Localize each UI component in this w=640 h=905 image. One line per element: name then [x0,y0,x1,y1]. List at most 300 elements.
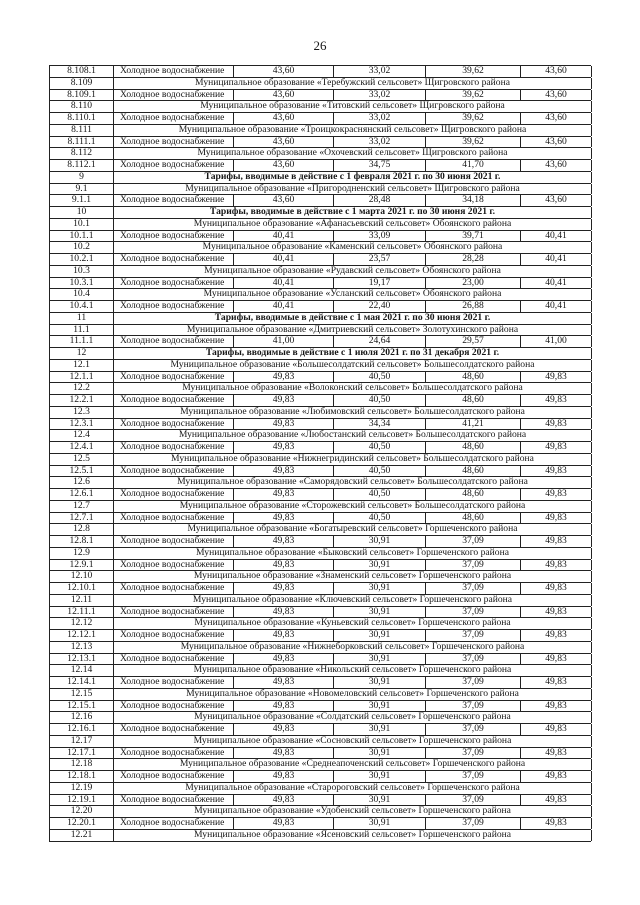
municipality-row [50,78,591,90]
municipality-name: Муниципальное образование «Пригородненский сельсовет» Щигровского района [114,184,592,195]
row-number: 12.11.1 [50,607,114,618]
tariff-value: 39,62 [426,90,521,101]
tariff-value: 49,83 [521,795,592,806]
row-number: 12 [50,348,114,359]
row-number: 10.2.1 [50,254,114,265]
tariff-value: 37,09 [426,795,521,806]
tariff-value: 33,02 [334,66,426,77]
row-number: 10.1 [50,219,114,230]
tariff-value: 48,60 [426,489,521,500]
row-number: 12.10 [50,571,114,582]
tariff-row [50,654,591,666]
tariff-value: 37,09 [426,677,521,688]
row-number: 12.12.1 [50,630,114,641]
municipality-row [50,325,591,337]
tariff-value: 49,83 [234,818,334,829]
service-name: Холодное водоснабжение [114,66,234,77]
service-name: Холодное водоснабжение [114,372,234,383]
tariff-value: 49,83 [521,442,592,453]
tariff-value: 30,91 [334,560,426,571]
row-number: 12.15 [50,689,114,700]
municipality-row [50,289,591,301]
municipality-row [50,148,591,160]
row-number: 12.3.1 [50,419,114,430]
tariff-row [50,195,591,207]
service-name: Холодное водоснабжение [114,701,234,712]
municipality-row [50,184,591,196]
row-number: 10.4 [50,289,114,300]
municipality-row [50,759,591,771]
tariff-value: 43,60 [234,113,334,124]
row-number: 12.2 [50,383,114,394]
row-number: 12.4.1 [50,442,114,453]
tariff-value: 49,83 [521,701,592,712]
tariff-value: 23,00 [426,278,521,289]
municipality-name: Муниципальное образование «Волоконский сельсовет» Большесолдатского района [114,383,592,394]
tariff-row [50,818,591,830]
tariff-value: 33,02 [334,137,426,148]
row-number: 8.112 [50,148,114,159]
row-number: 12.6.1 [50,489,114,500]
row-number: 9.1 [50,184,114,195]
tariff-value: 40,50 [334,442,426,453]
row-number: 12.16 [50,712,114,723]
tariff-value: 40,41 [521,301,592,312]
tariff-value: 49,83 [521,654,592,665]
tariff-value: 49,83 [521,583,592,594]
service-name: Холодное водоснабжение [114,607,234,618]
tariff-value: 30,91 [334,607,426,618]
tariff-row [50,724,591,736]
tariff-value: 43,60 [521,90,592,101]
row-number: 12.9.1 [50,560,114,571]
row-number: 10.2 [50,242,114,253]
tariff-value: 37,09 [426,583,521,594]
tariff-row [50,607,591,619]
tariff-value: 49,83 [234,560,334,571]
tariff-value: 30,91 [334,795,426,806]
period-heading-row [50,172,591,184]
municipality-row [50,712,591,724]
tariff-value: 49,83 [234,372,334,383]
tariff-value: 40,41 [521,278,592,289]
municipality-row [50,736,591,748]
row-number: 12.13.1 [50,654,114,665]
tariff-value: 22,40 [334,301,426,312]
tariff-value: 49,83 [521,489,592,500]
municipality-name: Муниципальное образование «Богатыревский сельсовет» Горшеченского района [114,524,592,535]
tariff-value: 37,09 [426,818,521,829]
tariff-row [50,336,591,348]
tariff-row [50,442,591,454]
municipality-name: Муниципальное образование «Троицкокраснянский сельсовет» Щигровского района [114,125,592,136]
tariff-row [50,137,591,149]
service-name: Холодное водоснабжение [114,301,234,312]
tariff-value: 48,60 [426,466,521,477]
tariff-value: 41,00 [234,336,334,347]
tariff-value: 37,09 [426,748,521,759]
tariff-row [50,677,591,689]
row-number: 12.8 [50,524,114,535]
tariff-value: 49,83 [521,372,592,383]
tariff-value: 49,83 [521,536,592,547]
tariff-row [50,231,591,243]
tariff-value: 34,18 [426,195,521,206]
service-name: Холодное водоснабжение [114,536,234,547]
tariff-value: 49,83 [521,419,592,430]
tariff-value: 41,21 [426,419,521,430]
service-name: Холодное водоснабжение [114,489,234,500]
tariff-value: 30,91 [334,654,426,665]
municipality-row [50,618,591,630]
service-name: Холодное водоснабжение [114,560,234,571]
municipality-name: Муниципальное образование «Усланский сельсовет» Обоянского района [114,289,592,300]
page-number: 26 [313,38,327,53]
tariff-value: 43,60 [521,160,592,171]
municipality-row [50,383,591,395]
row-number: 12.7.1 [50,513,114,524]
tariff-value: 30,91 [334,536,426,547]
tariff-value: 30,91 [334,630,426,641]
tariff-value: 40,50 [334,395,426,406]
row-number: 10.3.1 [50,278,114,289]
tariff-value: 49,83 [234,442,334,453]
tariff-value: 43,60 [521,113,592,124]
tariff-value: 49,83 [234,630,334,641]
municipality-name: Муниципальное образование «Любимовский сельсовет» Большесолдатского района [114,407,592,418]
municipality-name: Муниципальное образование «Афанасьевский сельсовет» Обоянского района [114,219,592,230]
municipality-row [50,548,591,560]
tariff-row [50,278,591,290]
tariff-value: 49,83 [234,724,334,735]
row-number: 12.16.1 [50,724,114,735]
tariff-row [50,301,591,313]
tariff-row [50,513,591,525]
row-number: 10 [50,207,114,218]
tariff-row [50,372,591,384]
tariff-value: 48,60 [426,513,521,524]
tariff-row [50,90,591,102]
municipality-row [50,360,591,372]
row-number: 12.12 [50,618,114,629]
period-heading: Тарифы, вводимые в действие с 1 марта 2021 г. по 30 июня 2021 г. [114,207,592,218]
tariff-value: 49,83 [521,560,592,571]
tariff-value: 48,60 [426,372,521,383]
row-number: 9 [50,172,114,183]
tariff-value: 40,41 [234,301,334,312]
row-number: 10.1.1 [50,231,114,242]
municipality-row [50,454,591,466]
row-number: 12.9 [50,548,114,559]
service-name: Холодное водоснабжение [114,395,234,406]
tariff-value: 39,62 [426,137,521,148]
municipality-row [50,689,591,701]
row-number: 8.110.1 [50,113,114,124]
row-number: 12.1 [50,360,114,371]
tariff-value: 48,60 [426,395,521,406]
tariff-row [50,583,591,595]
municipality-row [50,266,591,278]
municipality-name: Муниципальное образование «Ключевский сельсовет» Горшеченского района [114,595,592,606]
period-heading: Тарифы, вводимые в действие с 1 июля 2021 г. по 31 декабря 2021 г. [114,348,592,359]
period-heading-row [50,207,591,219]
row-number: 11 [50,313,114,324]
row-number: 12.7 [50,501,114,512]
municipality-name: Муниципальное образование «Дмитриевский сельсовет» Золотухинского района [114,325,592,336]
row-number: 8.111 [50,125,114,136]
tariff-value: 37,09 [426,654,521,665]
service-name: Холодное водоснабжение [114,278,234,289]
row-number: 11.1.1 [50,336,114,347]
row-number: 8.109.1 [50,90,114,101]
tariff-value: 28,48 [334,195,426,206]
tariff-row [50,795,591,807]
service-name: Холодное водоснабжение [114,195,234,206]
row-number: 12.18.1 [50,771,114,782]
service-name: Холодное водоснабжение [114,654,234,665]
service-name: Холодное водоснабжение [114,748,234,759]
row-number: 8.112.1 [50,160,114,171]
tariff-value: 40,50 [334,466,426,477]
tariff-value: 48,60 [426,442,521,453]
tariff-value: 41,00 [521,336,592,347]
service-name: Холодное водоснабжение [114,442,234,453]
tariff-value: 40,41 [521,254,592,265]
municipality-name: Муниципальное образование «Сосновский сельсовет» Горшеченского района [114,736,592,747]
municipality-name: Муниципальное образование «Любостанский сельсовет» Большесолдатского района [114,430,592,441]
municipality-name: Муниципальное образование «Удобенский сельсовет» Горшеченского района [114,806,592,817]
municipality-row [50,830,591,842]
row-number: 12.14 [50,665,114,676]
period-heading: Тарифы, вводимые в действие с 1 февраля 2021 г. по 30 июня 2021 г. [114,172,592,183]
tariff-row [50,395,591,407]
tariff-value: 37,09 [426,536,521,547]
period-heading-row [50,313,591,325]
tariff-value: 43,60 [234,137,334,148]
tariff-value: 49,83 [234,677,334,688]
tariff-value: 43,60 [234,160,334,171]
municipality-row [50,219,591,231]
tariff-value: 40,50 [334,489,426,500]
municipality-name: Муниципальное образование «Ясеновский сельсовет» Горшеченского района [114,830,592,841]
tariff-value: 30,91 [334,677,426,688]
tariff-value: 49,83 [234,771,334,782]
tariff-value: 39,62 [426,113,521,124]
municipality-name: Муниципальное образование «Новомеловский сельсовет» Горшеченского района [114,689,592,700]
tariff-value: 43,60 [234,195,334,206]
municipality-row [50,783,591,795]
tariff-row [50,630,591,642]
municipality-row [50,242,591,254]
tariff-value: 33,02 [334,90,426,101]
tariff-value: 30,91 [334,701,426,712]
municipality-row [50,806,591,818]
tariff-value: 40,41 [521,231,592,242]
municipality-row [50,101,591,113]
tariff-value: 49,83 [234,795,334,806]
tariff-value: 30,91 [334,748,426,759]
tariff-value: 37,09 [426,630,521,641]
row-number: 12.3 [50,407,114,418]
municipality-name: Муниципальное образование «Большесолдатский сельсовет» Большесолдатского района [114,360,592,371]
municipality-row [50,571,591,583]
row-number: 12.14.1 [50,677,114,688]
service-name: Холодное водоснабжение [114,583,234,594]
tariff-row [50,748,591,760]
row-number: 8.110 [50,101,114,112]
tariff-row [50,536,591,548]
service-name: Холодное водоснабжение [114,630,234,641]
row-number: 9.1.1 [50,195,114,206]
municipality-name: Муниципальное образование «Саморядовский сельсовет» Большесолдатского района [114,477,592,488]
service-name: Холодное водоснабжение [114,231,234,242]
tariff-value: 43,60 [234,66,334,77]
row-number: 12.6 [50,477,114,488]
tariff-value: 49,83 [521,630,592,641]
tariff-value: 49,83 [521,513,592,524]
municipality-name: Муниципальное образование «Быковский сельсовет» Горшеченского района [114,548,592,559]
tariff-value: 43,60 [521,195,592,206]
municipality-row [50,642,591,654]
municipality-name: Муниципальное образование «Нижнеборковский сельсовет» Горшеченского района [114,642,592,653]
service-name: Холодное водоснабжение [114,419,234,430]
tariff-value: 49,83 [521,771,592,782]
row-number: 12.17 [50,736,114,747]
tariff-row [50,254,591,266]
tariff-value: 39,62 [426,66,521,77]
row-number: 8.108.1 [50,66,114,77]
tariff-value: 40,41 [234,231,334,242]
row-number: 12.17.1 [50,748,114,759]
tariff-value: 49,83 [521,395,592,406]
service-name: Холодное водоснабжение [114,160,234,171]
service-name: Холодное водоснабжение [114,771,234,782]
tariff-value: 49,83 [234,489,334,500]
row-number: 12.21 [50,830,114,841]
tariff-value: 30,91 [334,818,426,829]
row-number: 12.2.1 [50,395,114,406]
service-name: Холодное водоснабжение [114,724,234,735]
period-heading-row [50,348,591,360]
tariff-value: 49,83 [521,818,592,829]
row-number: 12.19 [50,783,114,794]
row-number: 12.10.1 [50,583,114,594]
tariff-value: 40,50 [334,372,426,383]
municipality-name: Муниципальное образование «Каменский сельсовет» Обоянского района [114,242,592,253]
tariff-value: 49,83 [234,583,334,594]
tariff-value: 37,09 [426,560,521,571]
service-name: Холодное водоснабжение [114,795,234,806]
tariff-value: 43,60 [521,66,592,77]
service-name: Холодное водоснабжение [114,677,234,688]
municipality-name: Муниципальное образование «Среднеапоченский сельсовет» Горшеченского района [114,759,592,770]
tariff-value: 23,57 [334,254,426,265]
tariff-value: 49,83 [521,466,592,477]
row-number: 12.5 [50,454,114,465]
municipality-row [50,477,591,489]
municipality-row [50,125,591,137]
tariff-value: 49,83 [521,724,592,735]
tariff-value: 39,71 [426,231,521,242]
tariff-value: 49,83 [521,607,592,618]
tariff-value: 24,64 [334,336,426,347]
row-number: 12.18 [50,759,114,770]
tariff-value: 34,34 [334,419,426,430]
service-name: Холодное водоснабжение [114,137,234,148]
municipality-row [50,524,591,536]
tariff-value: 29,57 [426,336,521,347]
service-name: Холодное водоснабжение [114,336,234,347]
municipality-row [50,407,591,419]
tariff-value: 40,41 [234,254,334,265]
row-number: 12.4 [50,430,114,441]
row-number: 12.8.1 [50,536,114,547]
period-heading: Тарифы, вводимые в действие с 1 мая 2021 г. по 30 июня 2021 г. [114,313,592,324]
tariff-value: 49,83 [234,536,334,547]
tariff-value: 26,88 [426,301,521,312]
service-name: Холодное водоснабжение [114,90,234,101]
row-number: 12.19.1 [50,795,114,806]
municipality-name: Муниципальное образование «Рудавский сельсовет» Обоянского района [114,266,592,277]
municipality-name: Муниципальное образование «Старороговский сельсовет» Горшеченского района [114,783,592,794]
row-number: 11.1 [50,325,114,336]
service-name: Холодное водоснабжение [114,513,234,524]
tariff-row [50,66,591,78]
municipality-name: Муниципальное образование «Знаменский сельсовет» Горшеченского района [114,571,592,582]
tariff-row [50,113,591,125]
row-number: 8.109 [50,78,114,89]
row-number: 12.20 [50,806,114,817]
row-number: 12.20.1 [50,818,114,829]
tariff-value: 49,83 [234,654,334,665]
tariff-value: 49,83 [234,607,334,618]
tariff-value: 37,09 [426,607,521,618]
service-name: Холодное водоснабжение [114,818,234,829]
municipality-row [50,595,591,607]
tariff-row [50,466,591,478]
service-name: Холодное водоснабжение [114,466,234,477]
tariff-value: 49,83 [234,466,334,477]
municipality-name: Муниципальное образование «Титовский сельсовет» Щигровского района [114,101,592,112]
municipality-name: Муниципальное образование «Куньевский сельсовет» Горшеченского района [114,618,592,629]
tariff-value: 37,09 [426,771,521,782]
municipality-name: Муниципальное образование «Никольский сельсовет» Горшеченского района [114,665,592,676]
service-name: Холодное водоснабжение [114,254,234,265]
tariff-row [50,701,591,713]
row-number: 12.5.1 [50,466,114,477]
tariff-value: 28,28 [426,254,521,265]
tariff-value: 49,83 [521,748,592,759]
tariff-value: 19,17 [334,278,426,289]
tariff-value: 49,83 [234,419,334,430]
municipality-name: Муниципальное образование «Сторожевский сельсовет» Большесолдатского района [114,501,592,512]
tariff-value: 43,60 [234,90,334,101]
tariff-value: 43,60 [521,137,592,148]
municipality-name: Муниципальное образование «Теребужский сельсовет» Щигровского района [114,78,592,89]
row-number: 12.11 [50,595,114,606]
municipality-row [50,665,591,677]
municipality-row [50,430,591,442]
tariff-value: 49,83 [234,395,334,406]
tariff-row [50,489,591,501]
tariff-value: 41,70 [426,160,521,171]
row-number: 12.1.1 [50,372,114,383]
tariff-value: 34,75 [334,160,426,171]
tariff-value: 30,91 [334,583,426,594]
tariff-value: 49,83 [234,701,334,712]
row-number: 12.13 [50,642,114,653]
tariff-value: 33,02 [334,113,426,124]
